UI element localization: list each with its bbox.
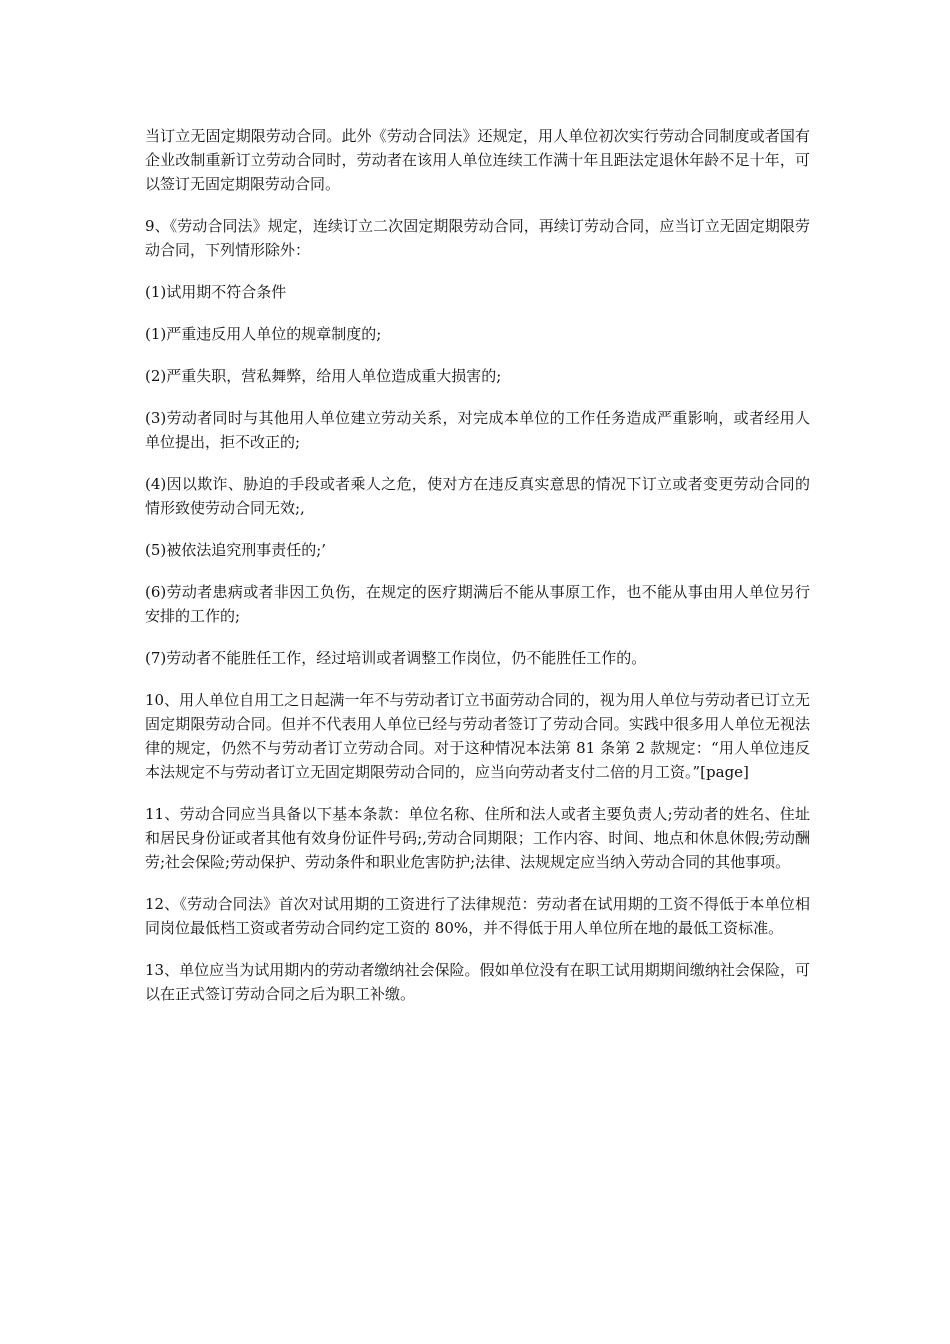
paragraph-item-10: 10、用人单位自用工之日起满一年不与劳动者订立书面劳动合同的，视为用人单位与劳动者已订立无固定期限劳动合同。但并不代表用人单位已经与劳动者签订了劳动合同。实践中很多用人单位无视法律的规定，仍然不与劳动者订立劳动合同。对于这种情况本法第 81 条第 2 款规定：“用人单位违反本法规定不与劳动者订立无固定期限劳动合同的，应当向劳动者支付二倍的月工资。”[page] — [145, 691, 810, 781]
paragraph-exception-3: (3)劳动者同时与其他用人单位建立劳动关系，对完成本单位的工作任务造成严重影响，或者经用人单位提出，拒不改正的; — [145, 409, 810, 451]
paragraph-exception-1: (1)严重违反用人单位的规章制度的; — [145, 325, 382, 343]
document-body — [145, 124, 810, 1024]
paragraph-exception-7: (7)劳动者不能胜任工作，经过培训或者调整工作岗位，仍不能胜任工作的。 — [145, 649, 647, 667]
paragraph-item-9: 9、《劳动合同法》规定，连续订立二次固定期限劳动合同，再续订劳动合同，应当订立无固定期限劳动合同，下列情形除外： — [145, 217, 810, 259]
paragraph-continuation: 当订立无固定期限劳动合同。此外《劳动合同法》还规定，用人单位初次实行劳动合同制度或者国有企业改制重新订立劳动合同时，劳动者在该用人单位连续工作满十年且距法定退休年龄不足十年，可以签订无固定期限劳动合同。 — [145, 127, 810, 193]
paragraph-probation-condition: (1)试用期不符合条件 — [145, 283, 287, 301]
paragraph-exception-5: (5)被依法追究刑事责任的;’ — [145, 541, 327, 559]
paragraph-item-11: 11、劳动合同应当具备以下基本条款：单位名称、住所和法人或者主要负责人;劳动者的姓名、住址和居民身份证或者其他有效身份证件号码;,劳动合同期限；工作内容、时间、地点和休息休假;劳动酬劳;社会保险;劳动保护、劳动条件和职业危害防护;法律、法规规定应当纳入劳动合同的其他事项。 — [145, 805, 810, 871]
paragraph-item-12: 12、《劳动合同法》首次对试用期的工资进行了法律规范：劳动者在试用期的工资不得低于本单位相同岗位最低档工资或者劳动合同约定工资的 80%，并不得低于用人单位所在地的最低工资标准。 — [145, 895, 810, 937]
paragraph-exception-4: (4)因以欺诈、胁迫的手段或者乘人之危，使对方在违反真实意思的情况下订立或者变更劳动合同的情形致使劳动合同无效;, — [145, 475, 810, 517]
paragraph-exception-2: (2)严重失职，营私舞弊，给用人单位造成重大损害的; — [145, 367, 502, 385]
paragraph-exception-6: (6)劳动者患病或者非因工负伤，在规定的医疗期满后不能从事原工作，也不能从事由用人单位另行安排的工作的; — [145, 583, 810, 625]
paragraph-item-13: 13、单位应当为试用期内的劳动者缴纳社会保险。假如单位没有在职工试用期期间缴纳社会保险，可以在正式签订劳动合同之后为职工补缴。 — [145, 961, 810, 1003]
